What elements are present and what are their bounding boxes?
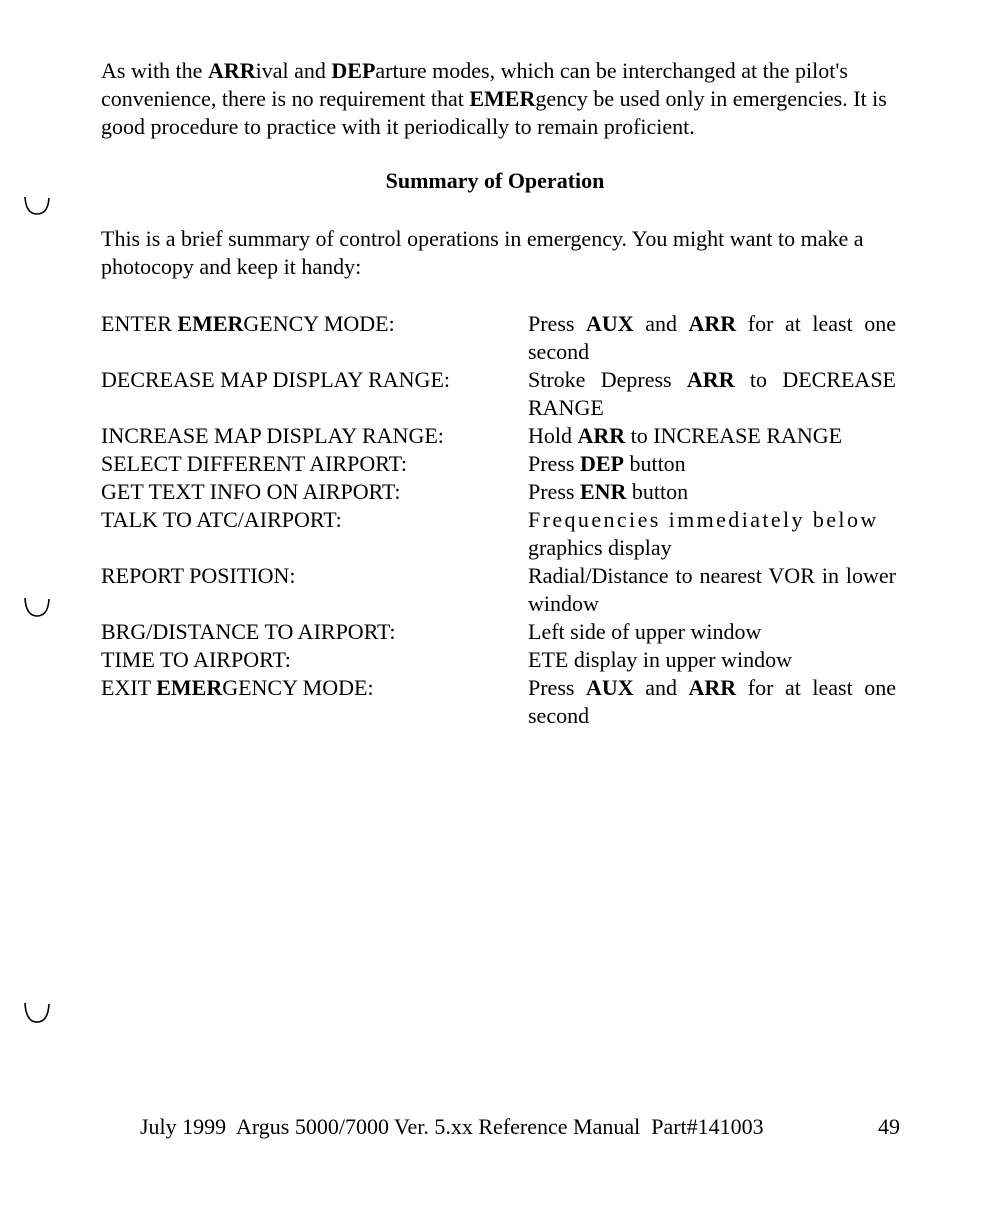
intro-paragraph: As with the ARRival and DEParture modes, which can be interchanged at the pilot's convenience, there is no requirement that EMERgency be used only in emergencies. It is good procedure to practice with it periodically to remain proficient. (101, 58, 887, 139)
op-value: Press DEP button (528, 451, 686, 476)
op-row-text-info (101, 478, 901, 506)
op-value: Press AUX and ARR for at least one second (528, 675, 896, 728)
binder-hole-mark (22, 192, 52, 222)
op-row-talk-atc (101, 506, 901, 562)
op-value-line: Frequencies immediately below (528, 507, 879, 532)
op-label: INCREASE MAP DISPLAY RANGE: (101, 423, 444, 448)
op-label: REPORT POSITION: (101, 563, 296, 588)
op-row-exit-emergency (101, 674, 901, 730)
op-value: Radial/Distance to nearest VOR in lower window (528, 563, 896, 616)
op-row-report-position (101, 562, 901, 618)
binder-hole-mark (22, 1000, 52, 1030)
op-label: EXIT EMERGENCY MODE: (101, 675, 374, 700)
summary-paragraph: This is a brief summary of control operations in emergency. You might want to make a photocopy and keep it handy: (101, 226, 864, 279)
op-row-increase-range (101, 422, 901, 450)
op-value: Stroke Depress ARR to DECREASE RANGE (528, 367, 896, 420)
op-label: ENTER EMERGENCY MODE: (101, 311, 395, 336)
op-value: Hold ARR to INCREASE RANGE (528, 423, 843, 448)
op-row-enter-emergency (101, 310, 901, 366)
op-label: BRG/DISTANCE TO AIRPORT: (101, 619, 396, 644)
operations-table (101, 310, 901, 730)
op-row-brg-distance (101, 618, 901, 646)
op-row-select-airport (101, 450, 901, 478)
section-heading: Summary of Operation (385, 168, 605, 193)
op-label: DECREASE MAP DISPLAY RANGE: (101, 367, 450, 392)
page-number: 49 (878, 1114, 900, 1139)
binder-hole-mark (22, 596, 52, 626)
op-value-line: graphics display (528, 535, 672, 560)
op-value: Press AUX and ARR for at least one second (528, 311, 896, 364)
op-value: Left side of upper window (528, 619, 762, 644)
page-footer (140, 1114, 900, 1140)
op-row-decrease-range (101, 366, 901, 422)
op-label: SELECT DIFFERENT AIRPORT: (101, 451, 408, 476)
op-value: Press ENR button (528, 479, 689, 504)
op-label: TIME TO AIRPORT: (101, 647, 291, 672)
footer-text: July 1999 Argus 5000/7000 Ver. 5.xx Reference Manual Part#141003 (140, 1114, 764, 1139)
op-label: GET TEXT INFO ON AIRPORT: (101, 479, 401, 504)
op-row-time-to-airport (101, 646, 901, 674)
op-value (528, 506, 896, 562)
op-value: ETE display in upper window (528, 647, 792, 672)
op-label: TALK TO ATC/AIRPORT: (101, 507, 342, 532)
